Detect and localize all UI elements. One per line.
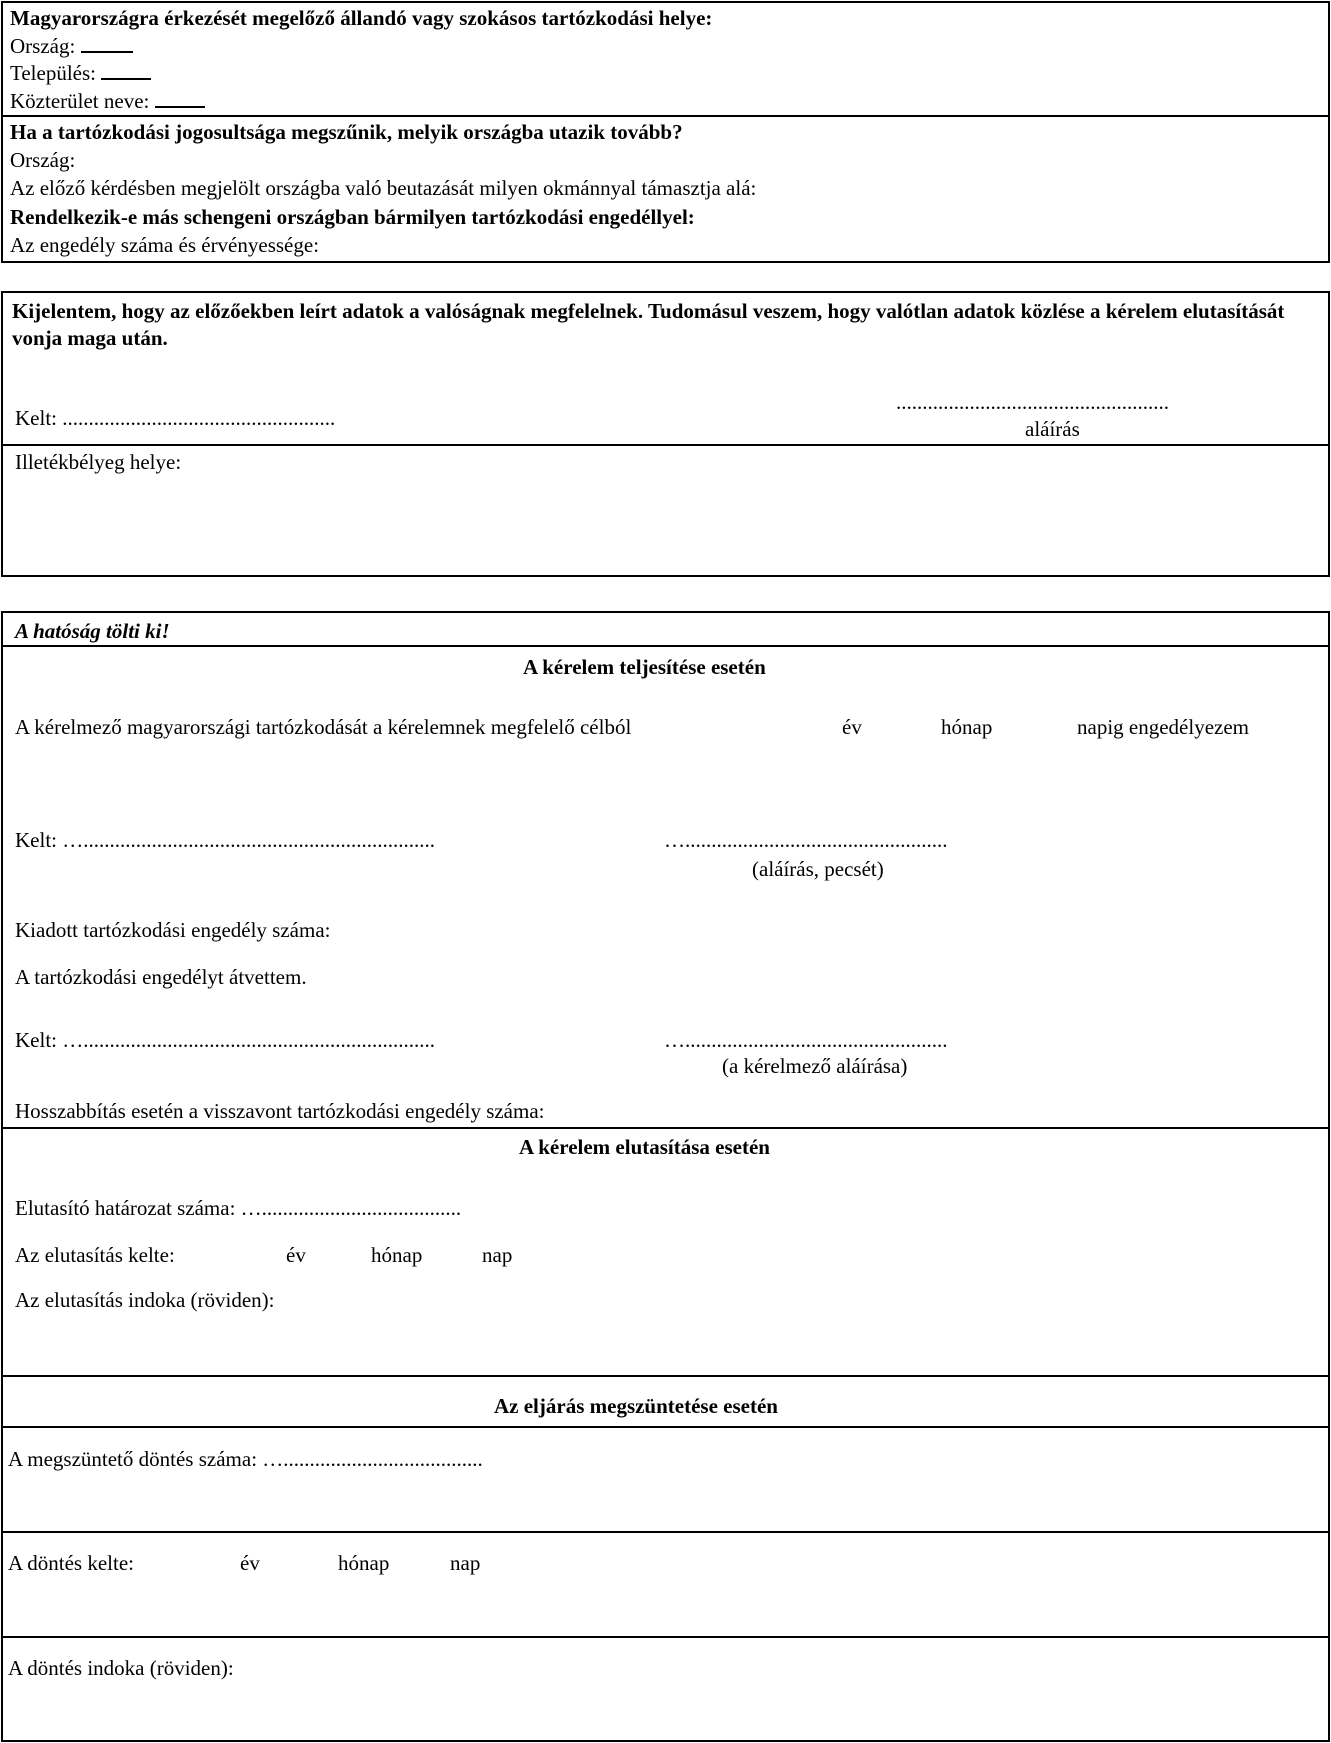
- residence-heading: Magyarországra érkezését megelőző állandó vagy szokásos tartózkodási helye:: [10, 6, 713, 30]
- approval-month: hónap: [941, 715, 993, 739]
- extension-label: Hosszabbítás esetén a visszavont tartózkodási engedély száma:: [15, 1099, 545, 1123]
- permit-label: Az engedély száma és érvényessége:: [10, 233, 320, 257]
- onward-country-label: Ország:: [10, 148, 76, 172]
- termination-year: év: [240, 1551, 260, 1575]
- approval-date[interactable]: Kelt: …...................................................................: [15, 828, 435, 852]
- authority-header-divider: [1, 645, 1330, 647]
- declaration-date[interactable]: Kelt: ....................................................: [15, 406, 336, 430]
- termination-heading: Az eljárás megszüntetése esetén: [494, 1394, 778, 1418]
- applicant-signature-caption: (a kérelmező aláírása): [722, 1054, 908, 1078]
- rejection-reason-label: Az elutasítás indoka (röviden):: [15, 1288, 275, 1312]
- termination-heading-divider: [1, 1426, 1330, 1428]
- residence-street-label: Közterület neve:: [10, 89, 150, 113]
- residence-country-label: Ország:: [10, 34, 76, 58]
- termination-reason-label: A döntés indoka (röviden):: [8, 1656, 234, 1680]
- rejection-heading: A kérelem elutasítása esetén: [519, 1135, 770, 1159]
- approval-heading: A kérelem teljesítése esetén: [523, 655, 766, 679]
- termination-date-divider: [1, 1636, 1330, 1638]
- rejection-divider: [1, 1375, 1330, 1377]
- stamp-label: Illetékbélyeg helye:: [15, 450, 182, 474]
- residence-street-blank[interactable]: [155, 105, 205, 108]
- residence-divider: [1, 115, 1330, 117]
- residence-settlement-label: Település:: [10, 61, 96, 85]
- termination-number-divider: [1, 1531, 1330, 1533]
- permit-received-label: A tartózkodási engedélyt átvettem.: [15, 965, 307, 989]
- approval-day: napig engedélyezem: [1077, 715, 1249, 739]
- approval-signature-caption: (aláírás, pecsét): [752, 857, 884, 881]
- approval-year: év: [842, 715, 862, 739]
- declaration-signature-line[interactable]: ....................................................: [896, 390, 1169, 414]
- onward-document-label: Az előző kérdésben megjelölt országba való beutazását milyen okmánnyal támasztja alá:: [10, 176, 757, 200]
- approval-divider: [1, 1127, 1330, 1129]
- applicant-date[interactable]: Kelt: …...................................................................: [15, 1028, 435, 1052]
- termination-month: hónap: [338, 1551, 390, 1575]
- residence-country-blank[interactable]: [81, 50, 133, 53]
- termination-decision-number[interactable]: A megszüntető döntés száma: …......................................: [8, 1447, 483, 1471]
- rejection-day: nap: [482, 1243, 513, 1267]
- rejection-year: év: [286, 1243, 306, 1267]
- approval-permit-text: A kérelmező magyarországi tartózkodását a kérelemnek megfelelő célból: [15, 715, 632, 739]
- issued-permit-label: Kiadott tartózkodási engedély száma:: [15, 918, 331, 942]
- declaration-signature-caption: aláírás: [1025, 417, 1080, 441]
- residence-street: [10, 91, 205, 112]
- termination-day: nap: [450, 1551, 481, 1575]
- applicant-signature-line[interactable]: …..................................................: [664, 1028, 948, 1052]
- declaration-divider: [1, 444, 1330, 446]
- approval-signature-line[interactable]: …..................................................: [664, 828, 948, 852]
- rejection-month: hónap: [371, 1243, 423, 1267]
- residence-settlement: [10, 63, 151, 84]
- schengen-heading: Rendelkezik-e más schengeni országban bármilyen tartózkodási engedéllyel:: [10, 205, 695, 229]
- residence-settlement-blank[interactable]: [101, 77, 151, 80]
- termination-date-label: A döntés kelte:: [8, 1551, 134, 1575]
- declaration-text: Kijelentem, hogy az előzőekben leírt adatok a valóságnak megfelelnek. Tudomásul veszem, hogy valótlan adatok közlése a kérelem elutasítását vonja maga után.: [12, 299, 1285, 351]
- rejection-date-label: Az elutasítás kelte:: [15, 1243, 175, 1267]
- rejection-decision-number[interactable]: Elutasító határozat száma: …......................................: [15, 1196, 462, 1220]
- authority-header: A hatóság tölti ki!: [15, 619, 170, 643]
- authority-section: [1, 611, 1330, 1742]
- residence-country: [10, 36, 133, 57]
- onward-heading: Ha a tartózkodási jogosultsága megszűnik, melyik országba utazik tovább?: [10, 120, 683, 144]
